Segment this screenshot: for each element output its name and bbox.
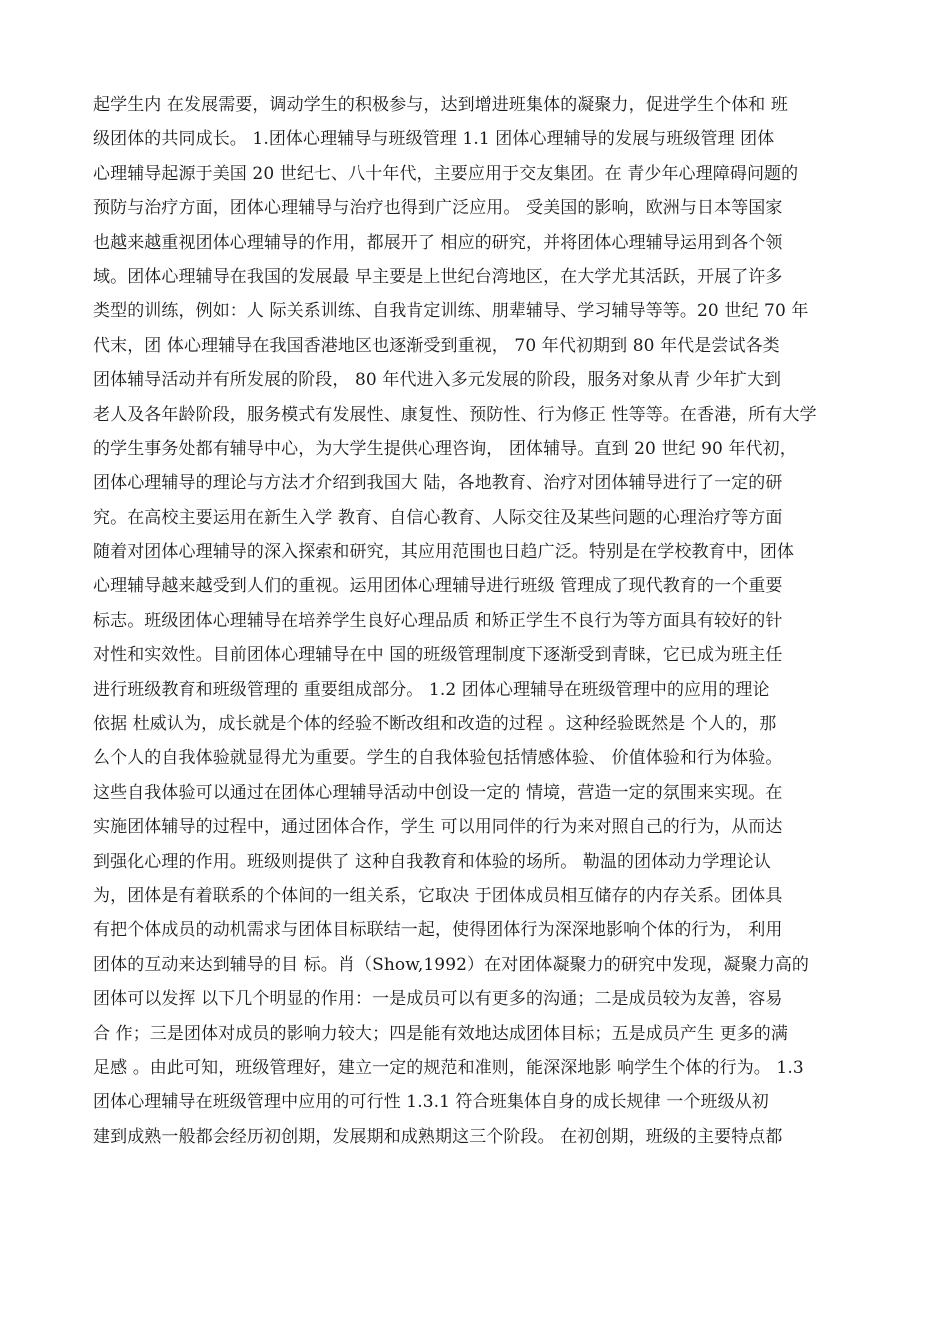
text-line: 团体的互动来达到辅导的目 标。肖（Show,1992）在对团体凝聚力的研究中发现，凝聚力高的	[93, 954, 810, 975]
text-line: 团体心理辅导在班级管理中应用的可行性 1.3.1 符合班集体自身的成长规律 一个班级从初	[93, 1092, 769, 1113]
text-line: 究。在高校主要运用在新生入学 教育、自信心教育、人际交往及某些问题的心理治疗等方面	[93, 507, 783, 528]
text-line: 为，团体是有着联系的个体间的一组关系，它取决 于团体成员相互储存的内存关系。团体具	[93, 885, 783, 906]
text-line: 心理辅导起源于美国 20 世纪七、八十年代，主要应用于交友集团。在 青少年心理障碍问题的	[93, 163, 799, 184]
text-line: 域。团体心理辅导在我国的发展最 早主要是上世纪台湾地区，在大学尤其活跃，开展了许多	[93, 266, 783, 287]
text-line: 么个人的自我体验就显得尤为重要。学生的自我体验包括情感体验、 价值体验和行为体验。	[93, 748, 783, 769]
body-text	[93, 88, 863, 1154]
text-line: 老人及各年龄阶段，服务模式有发展性、康复性、预防性、行为修正 性等等。在香港，所有大学	[93, 404, 817, 425]
text-line: 对性和实效性。目前团体心理辅导在中 国的班级管理制度下逐渐受到青睐，它已成为班主任	[93, 645, 783, 666]
text-line: 也越来越重视团体心理辅导的作用，都展开了 相应的研究，并将团体心理辅导运用到各个领	[93, 232, 783, 253]
text-line: 团体可以发挥 以下几个明显的作用：一是成员可以有更多的沟通；二是成员较为友善，容易	[93, 989, 783, 1010]
text-line: 团体心理辅导的理论与方法才介绍到我国大 陆，各地教育、治疗对团体辅导进行了一定的研	[93, 473, 783, 494]
text-line: 合 作；三是团体对成员的影响力较大；四是能有效地达成团体目标；五是成员产生 更多的满	[93, 1023, 789, 1044]
text-line: 心理辅导越来越受到人们的重视。运用团体心理辅导进行班级 管理成了现代教育的一个重要	[93, 576, 783, 597]
text-line: 依据 杜威认为，成长就是个体的经验不断改组和改造的过程 。这种经验既然是 个人的，那	[93, 714, 777, 735]
text-line: 足感 。由此可知，班级管理好，建立一定的规范和准则，能深深地影 响学生个体的行为。 1.3	[93, 1057, 804, 1078]
text-line: 到强化心理的作用。班级则提供了 这种自我教育和体验的场所。 勒温的团体动力学理论认	[93, 851, 771, 872]
text-line: 建到成熟一般都会经历初创期，发展期和成熟期这三个阶段。 在初创期，班级的主要特点都	[93, 1126, 783, 1147]
text-line: 类型的训练，例如：人 际关系训练、自我肯定训练、朋辈辅导、学习辅导等等。20 世纪 70 年	[93, 301, 809, 322]
text-line: 进行班级教育和班级管理的 重要组成部分。 1.2 团体心理辅导在班级管理中的应用的理论	[93, 679, 770, 700]
text-line: 有把个体成员的动机需求与团体目标联结一起，使得团体行为深深地影响个体的行为， 利用	[93, 920, 783, 941]
text-line: 实施团体辅导的过程中，通过团体合作，学生 可以用同伴的行为来对照自己的行为，从而达	[93, 817, 783, 838]
text-line: 级团体的共同成长。 1.团体心理辅导与班级管理 1.1 团体心理辅导的发展与班级管理 团体	[93, 129, 775, 150]
text-line: 起学生内 在发展需要，调动学生的积极参与，达到增进班集体的凝聚力，促进学生个体和 班	[93, 95, 789, 115]
text-line: 代末，团 体心理辅导在我国香港地区也逐渐受到重视， 70 年代初期到 80 年代是尝试各类	[93, 335, 780, 356]
text-line: 这些自我体验可以通过在团体心理辅导活动中创设一定的 情境，营造一定的氛围来实现。在	[93, 782, 783, 803]
text-line: 团体辅导活动并有所发展的阶段， 80 年代进入多元发展的阶段，服务对象从青 少年扩大到	[93, 370, 782, 391]
text-line: 标志。班级团体心理辅导在培养学生良好心理品质 和矫正学生不良行为等方面具有较好的针	[93, 610, 783, 631]
text-line: 的学生事务处都有辅导中心，为大学生提供心理咨询， 团体辅导。直到 20 世纪 90 年代初，	[93, 438, 797, 459]
text-line: 预防与治疗方面，团体心理辅导与治疗也得到广泛应用。 受美国的影响，欧洲与日本等国家	[93, 198, 783, 219]
text-line: 随着对团体心理辅导的深入探索和研究，其应用范围也日趋广泛。特别是在学校教育中，团体	[93, 542, 795, 563]
